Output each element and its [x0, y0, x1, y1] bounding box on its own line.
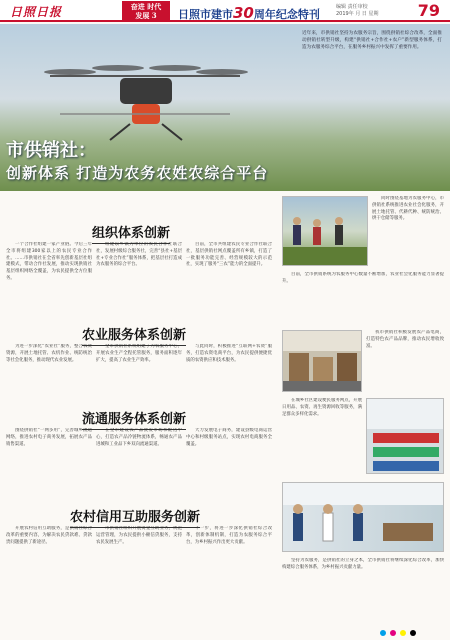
section-title-credit	[70, 506, 200, 525]
hero-banner	[0, 24, 450, 191]
article-paragraph: 大力发展电子商务，建设县级电商运营中心和村级服务站点，实现农村电商服务全覆盖。	[186, 428, 272, 447]
article-paragraph: 我市供销社积极发展农产品电商，打造特色农产品品牌，推动农民增收致富。	[366, 330, 444, 349]
article-paragraph: 开展农村信用互助服务，是供销社综合改革的重要内容，为解决农民贷款难、贷款贵问题提供了新途径。	[6, 526, 92, 545]
article-paragraph: 在城乡社区建设便民服务网点，开展日用品、农资、再生资源回收等服务，满足群众多样化需求。	[282, 398, 362, 417]
article-paragraph: 目前，全市供销系统为农服务中心数量不断增加，农业社会化服务能力显著提升。	[282, 272, 444, 284]
photo-content	[283, 331, 362, 392]
article-paragraph: 与此同时，积极推进“互联网+农资”服务，打造农资电商平台，为农民提供便捷优质的农资供应和技术服务。	[186, 344, 272, 363]
registration-mark	[410, 630, 416, 636]
article-column	[96, 242, 182, 322]
article-column	[96, 428, 182, 504]
article-column	[6, 344, 92, 414]
anniversary-title	[178, 4, 320, 22]
article-paragraph: 目前，全市共组建农民专业合作社联合社，基层供销社网点覆盖所有乡镇，打造了一批服务功能完善、经营规模较大的示范社，实现了服务“三农”能力的全面提升。	[186, 242, 272, 268]
article-paragraph: 组建以乡镇为单位的农民合作社联合社，发展村级综合服务社，完善“县社+基层社+专业合作社”服务体系，把基层社打造成为农服务的综合平台。	[96, 242, 182, 268]
article-paragraph: 市供销社组织开展资金互助业务，规范运营管理，为农民提供小额信贷服务，支持农民发展生产。	[96, 526, 182, 545]
meta-date: 2019年 月 日 星期	[336, 11, 379, 17]
photo-service-hall	[282, 482, 444, 552]
article-column	[96, 344, 182, 414]
article-column	[6, 526, 92, 622]
hero-intro-text: 近年来，市供销社坚持为农服务宗旨，围绕供销社综合改革，全面推动供销社转型升级，构建“供销社+合作社+农户”新型服务体系，打造为农服务综合平台，在服务乡村振兴中发挥了重要作用。	[302, 31, 442, 50]
headline-main: 市供销社：	[6, 140, 96, 161]
article-column	[186, 242, 272, 322]
section-title-text: 农村信用互助服务创新	[70, 510, 201, 525]
article-column	[186, 428, 272, 504]
article-column	[372, 196, 444, 266]
registration-mark	[390, 630, 396, 636]
article-paragraph: 为进一步深化“农业社”服务，整合农资资源，开展土地托管、农机作业、统防统治等社会化服务，推动现代农业发展。	[6, 344, 92, 363]
drone-image	[40, 54, 250, 144]
article-column	[282, 272, 444, 324]
section-title-text: 流通服务体系创新	[82, 412, 187, 427]
registration-mark	[400, 630, 406, 636]
article-column	[186, 526, 272, 622]
article-column	[366, 330, 444, 392]
anniversary-slogan	[122, 1, 170, 20]
section-title-text: 农业服务体系创新	[82, 328, 187, 343]
newspaper-logo: 日照日报	[10, 5, 63, 19]
anniversary-pre: 日照市建市	[178, 8, 233, 21]
article-column	[6, 242, 92, 322]
article-paragraph: 坚持为农服务，是供销社的立身之本，全市供销社将继续深化综合改革，加快构建综合服务体系，为乡村振兴贡献力量。	[282, 558, 444, 570]
issue-meta	[336, 4, 379, 18]
photo-warehouse	[282, 330, 362, 392]
article-paragraph: 在全市建设农产品批发市场和配送中心，打造农产品冷链物流体系，畅通农产品进城和工业品下乡双向流通渠道。	[96, 428, 182, 447]
article-column	[282, 558, 444, 622]
headline-sub: 创新体系 打造为农务农姓农综合平台	[6, 164, 269, 182]
article-paragraph: 下一步，将进一步深化供销社综合改革，创新体制机制，打造为农服务综合平台，为乡村振兴作出更大贡献。	[186, 526, 272, 545]
section-title-flow	[82, 408, 186, 427]
section-title-agri	[82, 324, 186, 343]
slogan-bottom: 发展	[135, 11, 150, 20]
registration-mark	[380, 630, 386, 636]
photo-content	[367, 399, 444, 474]
masthead	[0, 0, 450, 22]
article-column	[96, 526, 182, 622]
anniversary-post: 周年纪念特刊	[253, 8, 320, 21]
article-column	[282, 398, 362, 474]
anniversary-number: 30	[233, 4, 254, 22]
article-paragraph: 一个合作社组建一家产业链。今后三年全市将组建300家以上的农民专业合作社。……市供销社在全省率先创新基层社组建模式，带动合作社发展，推动实现供销社基层组织网络全覆盖，为农民提供全方位服务。	[6, 242, 92, 281]
photo-store-interior	[366, 398, 444, 474]
slogan-mid: 时代	[147, 2, 162, 11]
article-paragraph: 围绕供销社“一网多用”，完善城乡流通网络，推进农村电子商务发展，拓展农产品销售渠道。	[6, 428, 92, 447]
slogan-top: 奋进	[130, 2, 145, 11]
section-title-text: 组织体系创新	[92, 226, 171, 241]
article-paragraph: 同时围绕基地为农服务中心，市供销社系统推进农业社会化服务，开展土地托管、代耕代种、统防统治、烘干仓储等服务。	[372, 196, 444, 222]
article-column	[186, 344, 272, 414]
photo-content	[283, 483, 444, 552]
meta-editor: 编辑 责任审校	[336, 4, 368, 10]
photo-content	[283, 197, 368, 266]
article-column	[6, 428, 92, 504]
section-title-org	[92, 222, 170, 241]
photo-field-workers	[282, 196, 368, 266]
slogan-num: 3	[151, 11, 157, 20]
article-paragraph: 全市供销社系统组建了为农服务中心，开展农业生产全程托管服务，服务面积逐年扩大，提高了农业生产效率。	[96, 344, 182, 363]
page-number: 79	[417, 1, 440, 20]
